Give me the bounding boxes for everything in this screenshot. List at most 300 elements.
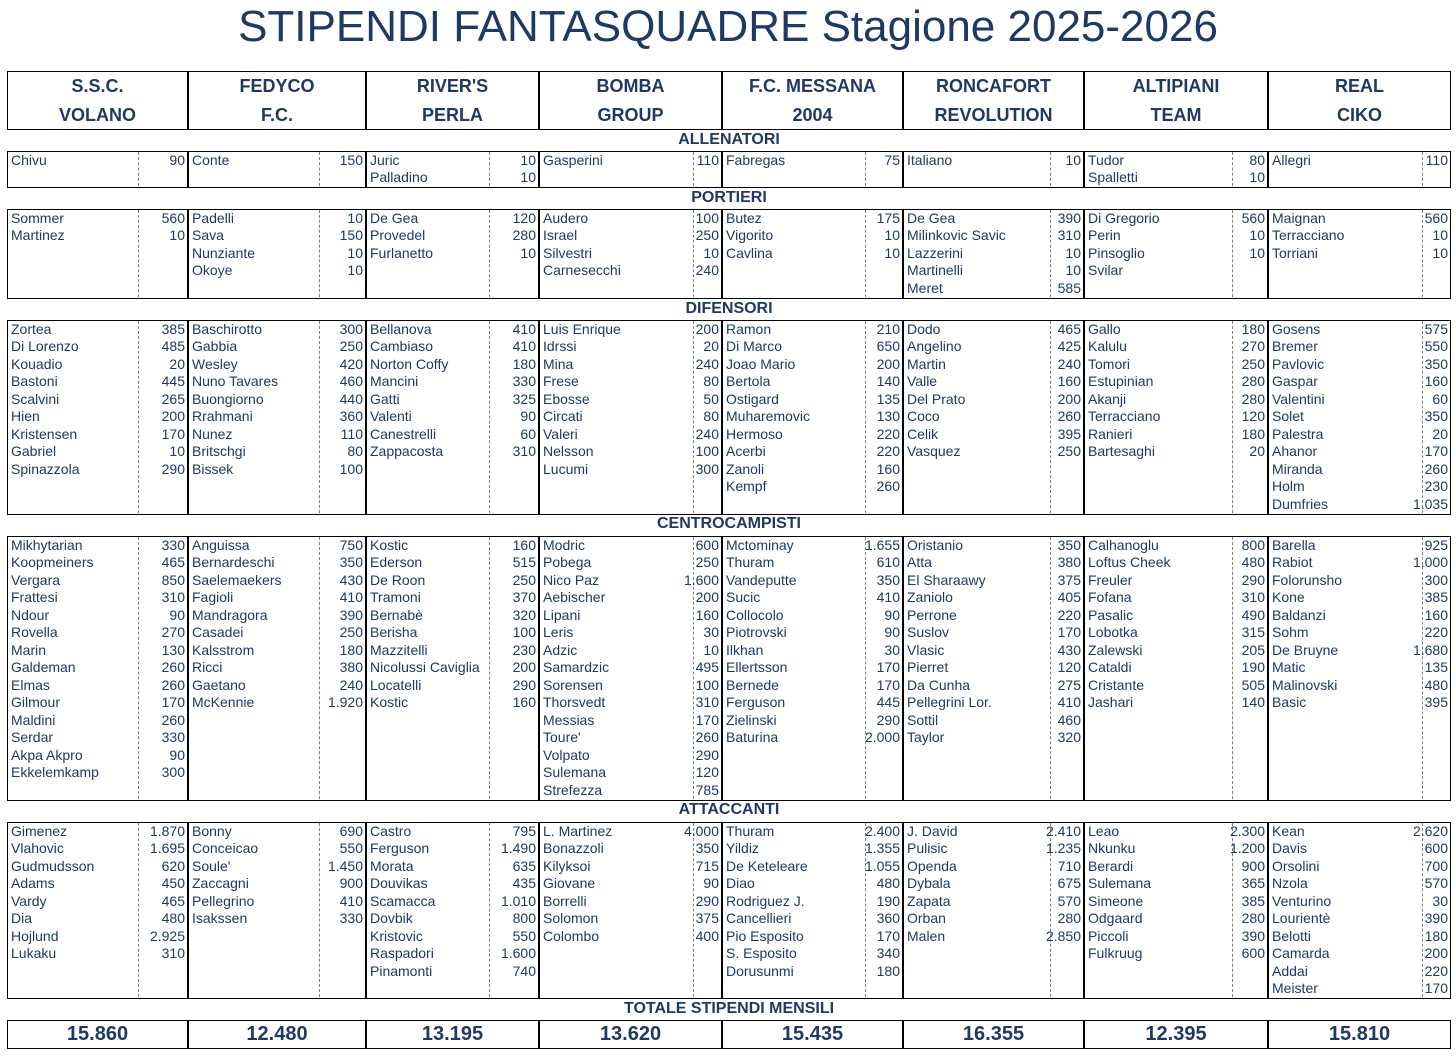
roster-block: [539, 822, 722, 999]
player-name: Torriani: [1272, 244, 1318, 261]
player-row: [1269, 928, 1450, 946]
player-row: [8, 694, 187, 712]
player-salary: 10: [1065, 151, 1081, 168]
player-row: [367, 245, 538, 263]
player-row: [1269, 152, 1450, 170]
player-salary: 180: [1424, 927, 1448, 944]
player-name: Solomon: [543, 910, 599, 926]
player-salary: 290: [512, 676, 536, 693]
player-name: Gabbia: [192, 338, 238, 354]
player-name: Butez: [726, 209, 762, 226]
team-header: [7, 71, 188, 130]
player-salary: 600: [1241, 945, 1265, 961]
player-row: [1085, 169, 1267, 187]
player-name: Galdeman: [11, 659, 76, 675]
player-row: [189, 572, 365, 590]
player-row: [904, 858, 1083, 876]
player-name: Modric: [543, 536, 586, 553]
player-name: Colombo: [543, 927, 600, 944]
roster-block: [366, 151, 539, 188]
player-row: [1085, 893, 1267, 911]
player-salary: 10: [884, 244, 900, 261]
player-name: Coco: [907, 408, 940, 424]
player-name: Idrssi: [543, 338, 577, 354]
player-row: [723, 858, 902, 876]
player-row: [367, 642, 538, 660]
player-name: Conte: [192, 151, 230, 168]
player-salary: 395: [1057, 425, 1081, 442]
player-row: [904, 712, 1083, 730]
player-name: De Bruyne: [1272, 641, 1339, 658]
player-salary: 400: [695, 927, 719, 944]
player-row: [8, 928, 187, 946]
player-name: Adzic: [543, 641, 578, 658]
player-row: [1085, 537, 1267, 555]
player-name: Vlasic: [907, 641, 945, 658]
player-name: Douvikas: [370, 875, 428, 891]
player-salary: 360: [876, 910, 900, 926]
roster-block: [366, 320, 539, 515]
player-row: [8, 945, 187, 963]
player-salary: 1.920: [327, 694, 363, 710]
player-salary: 690: [339, 822, 363, 839]
player-row: [540, 624, 721, 642]
player-name: Palestra: [1272, 425, 1324, 442]
player-salary: 1.490: [500, 840, 536, 856]
player-row: [8, 461, 187, 479]
player-name: Furlanetto: [370, 244, 434, 261]
player-row: [1269, 607, 1450, 625]
roster-block: [722, 320, 903, 515]
player-name: Mikhytarian: [11, 536, 83, 553]
player-row: [904, 928, 1083, 946]
player-salary: 90: [884, 624, 900, 640]
player-name: Kempf: [726, 478, 767, 494]
player-row: [1085, 554, 1267, 572]
player-salary: 350: [695, 840, 719, 856]
player-name: Bellanova: [370, 320, 432, 337]
player-row: [8, 554, 187, 572]
player-row: [540, 408, 721, 426]
player-salary: 280: [1057, 910, 1081, 926]
player-name: Lipani: [543, 606, 581, 623]
player-row: [8, 893, 187, 911]
roster-block: [366, 536, 539, 801]
player-row: [8, 373, 187, 391]
player-salary: 175: [876, 209, 900, 226]
player-row: [367, 893, 538, 911]
roster-block: [1268, 209, 1451, 299]
player-row: [8, 747, 187, 765]
player-salary: 250: [339, 338, 363, 354]
team-header: [539, 71, 722, 130]
section-title: CENTROCAMPISTI: [657, 515, 801, 532]
player-salary: 220: [1057, 606, 1081, 623]
player-row: [1085, 642, 1267, 660]
player-salary: 200: [512, 659, 536, 675]
player-salary: 2.850: [1045, 927, 1081, 944]
player-salary: 220: [876, 443, 900, 459]
player-row: [1269, 321, 1450, 339]
player-name: Akpa Akpro: [11, 746, 83, 763]
player-name: Simeone: [1088, 892, 1144, 909]
player-salary: 330: [339, 910, 363, 926]
player-row: [723, 607, 902, 625]
player-salary: 325: [512, 390, 536, 407]
player-salary: 410: [1057, 694, 1081, 710]
player-row: [1269, 659, 1450, 677]
player-name: Pasalic: [1088, 606, 1134, 623]
roster-block: [539, 320, 722, 515]
player-row: [1269, 461, 1450, 479]
player-row: [367, 910, 538, 928]
player-row: [723, 589, 902, 607]
player-salary: 420: [339, 355, 363, 372]
player-salary: 405: [1057, 589, 1081, 605]
player-row: [367, 537, 538, 555]
player-row: [1269, 963, 1450, 981]
player-name: Belotti: [1272, 927, 1311, 944]
player-row: [189, 426, 365, 444]
player-row: [367, 589, 538, 607]
player-row: [367, 572, 538, 590]
player-row: [904, 554, 1083, 572]
player-name: Chivu: [11, 151, 47, 168]
player-name: Circati: [543, 408, 583, 424]
player-name: Atta: [907, 554, 932, 570]
player-row: [189, 659, 365, 677]
player-name: Kouadio: [11, 355, 63, 372]
player-salary: 300: [339, 320, 363, 337]
player-row: [540, 426, 721, 444]
player-salary: 560: [161, 209, 185, 226]
player-salary: 850: [161, 571, 185, 588]
player-row: [540, 338, 721, 356]
player-salary: 280: [1241, 910, 1265, 926]
player-salary: 570: [1424, 875, 1448, 891]
player-row: [189, 245, 365, 263]
player-name: Maldini: [11, 711, 56, 728]
player-name: Tramoni: [370, 589, 421, 605]
player-salary: 10: [520, 151, 536, 168]
player-row: [540, 572, 721, 590]
player-name: Soule': [192, 857, 231, 874]
player-name: Perrone: [907, 606, 957, 623]
player-salary: 110: [696, 151, 719, 168]
player-salary: 230: [1424, 478, 1448, 494]
player-name: Frese: [543, 373, 579, 389]
player-name: Raspadori: [370, 945, 434, 961]
player-name: Ahanor: [1272, 443, 1318, 459]
player-name: Spinazzola: [11, 460, 80, 477]
player-name: Juric: [370, 151, 400, 168]
player-name: Tudor: [1088, 151, 1125, 168]
player-salary: 265: [161, 390, 185, 407]
player-name: Gallo: [1088, 320, 1121, 337]
player-row: [189, 408, 365, 426]
player-name: Angelino: [907, 338, 962, 354]
roster-block: [188, 151, 366, 188]
player-row: [1085, 152, 1267, 170]
roster-block: [7, 536, 188, 801]
player-salary: 160: [512, 694, 536, 710]
player-row: [1085, 443, 1267, 461]
player-name: Taylor: [907, 729, 945, 745]
player-row: [540, 373, 721, 391]
player-salary: 30: [1432, 892, 1448, 909]
player-salary: 350: [1057, 536, 1081, 553]
player-name: Sulemana: [543, 764, 607, 780]
player-row: [723, 391, 902, 409]
player-name: Maignan: [1272, 209, 1326, 226]
player-name: Vigorito: [726, 227, 774, 243]
player-salary: 620: [161, 857, 185, 874]
player-row: [723, 910, 902, 928]
player-name: De Keteleare: [726, 857, 808, 874]
player-name: De Gea: [370, 209, 419, 226]
player-row: [1085, 875, 1267, 893]
player-salary: 210: [876, 320, 900, 337]
player-salary: 390: [1057, 209, 1081, 226]
player-name: Milinkovic Savic: [907, 227, 1006, 243]
player-salary: 560: [1241, 209, 1265, 226]
player-salary: 10: [1065, 262, 1081, 278]
player-salary: 460: [1057, 711, 1081, 728]
player-salary: 170: [161, 694, 185, 710]
player-name: Kostic: [370, 536, 409, 553]
player-name: Solet: [1272, 408, 1304, 424]
player-salary: 300: [695, 460, 719, 477]
player-row: [8, 356, 187, 374]
player-row: [189, 858, 365, 876]
player-salary: 485: [161, 338, 185, 354]
player-name: De Roon: [370, 571, 426, 588]
player-salary: 310: [1057, 227, 1081, 243]
player-salary: 290: [695, 892, 719, 909]
player-name: Mazzitelli: [370, 641, 428, 658]
player-row: [367, 677, 538, 695]
player-row: [8, 227, 187, 245]
player-row: [904, 729, 1083, 747]
player-row: [904, 227, 1083, 245]
player-name: Bastoni: [11, 373, 58, 389]
player-row: [367, 408, 538, 426]
player-row: [1085, 391, 1267, 409]
player-salary: 350: [1424, 408, 1448, 424]
player-salary: 1.010: [500, 892, 536, 909]
player-row: [367, 659, 538, 677]
player-row: [723, 694, 902, 712]
player-name: Ranieri: [1088, 425, 1133, 442]
player-salary: 160: [695, 606, 719, 623]
player-row: [1269, 391, 1450, 409]
section-title: ATTACCANTI: [678, 801, 780, 818]
player-name: Pobega: [543, 554, 592, 570]
player-salary: 90: [169, 746, 185, 763]
player-name: Saelemaekers: [192, 571, 282, 588]
roster-block: [903, 151, 1084, 188]
player-salary: 280: [512, 227, 536, 243]
player-name: Vlahovic: [11, 840, 64, 856]
player-name: Gabriel: [11, 443, 57, 459]
player-salary: 1.055: [864, 857, 900, 874]
player-salary: 385: [1241, 892, 1265, 909]
player-name: Kostic: [370, 694, 409, 710]
player-name: Perin: [1088, 227, 1121, 243]
player-row: [1269, 496, 1450, 514]
player-name: McKennie: [192, 694, 255, 710]
player-row: [540, 840, 721, 858]
player-row: [367, 426, 538, 444]
team-total: 13.620: [539, 1020, 722, 1049]
player-salary: 2.410: [1045, 822, 1081, 839]
player-name: Kalulu: [1088, 338, 1127, 354]
player-salary: 310: [512, 443, 536, 459]
player-row: [189, 262, 365, 280]
roster-block: [1084, 209, 1268, 299]
player-row: [189, 589, 365, 607]
player-row: [367, 338, 538, 356]
player-name: Dodo: [907, 320, 941, 337]
player-salary: 795: [512, 822, 536, 839]
player-row: [367, 443, 538, 461]
player-salary: 310: [161, 945, 185, 961]
player-row: [189, 338, 365, 356]
player-name: Audero: [543, 209, 589, 226]
player-row: [723, 554, 902, 572]
player-salary: 190: [1241, 659, 1265, 675]
player-salary: 900: [1241, 857, 1265, 874]
player-row: [367, 169, 538, 187]
player-salary: 170: [876, 676, 900, 693]
player-salary: 410: [339, 892, 363, 909]
player-row: [189, 152, 365, 170]
player-row: [540, 391, 721, 409]
player-row: [723, 461, 902, 479]
player-name: Norton Coffy: [370, 355, 449, 372]
player-name: Mancini: [370, 373, 419, 389]
player-name: Sorensen: [543, 676, 603, 693]
player-row: [540, 928, 721, 946]
player-salary: 750: [339, 536, 363, 553]
player-row: [1269, 589, 1450, 607]
team-header: [188, 71, 366, 130]
player-row: [540, 677, 721, 695]
player-row: [540, 356, 721, 374]
player-name: Leao: [1088, 822, 1120, 839]
player-name: Miranda: [1272, 460, 1323, 477]
player-row: [1085, 262, 1267, 280]
player-row: [723, 928, 902, 946]
player-name: Bernede: [726, 676, 779, 693]
player-name: Elmas: [11, 676, 50, 693]
player-name: Ilkhan: [726, 641, 764, 658]
player-name: Nunez: [192, 425, 233, 442]
player-row: [1269, 677, 1450, 695]
player-row: [540, 461, 721, 479]
player-name: Piccoli: [1088, 927, 1129, 944]
player-salary: 385: [1424, 589, 1448, 605]
player-salary: 10: [1432, 227, 1448, 243]
player-salary: 1.235: [1045, 840, 1081, 856]
player-name: Thuram: [726, 822, 775, 839]
player-name: Camarda: [1272, 945, 1330, 961]
player-salary: 320: [1057, 729, 1081, 745]
player-name: De Gea: [907, 209, 956, 226]
player-name: Martinez: [11, 227, 65, 243]
player-name: Serdar: [11, 729, 54, 745]
player-row: [367, 945, 538, 963]
player-salary: 205: [1241, 641, 1265, 658]
player-salary: 200: [695, 320, 719, 337]
player-name: Baschirotto: [192, 320, 263, 337]
player-name: S. Esposito: [726, 945, 797, 961]
player-name: Di Gregorio: [1088, 209, 1160, 226]
player-salary: 75: [884, 151, 900, 168]
player-row: [540, 858, 721, 876]
player-salary: 310: [1241, 589, 1265, 605]
player-name: Lazzerini: [907, 244, 964, 261]
player-salary: 390: [1424, 910, 1448, 926]
player-row: [1269, 875, 1450, 893]
player-name: Pavlovic: [1272, 355, 1325, 372]
roster-block: [903, 209, 1084, 299]
player-row: [8, 537, 187, 555]
roster-block: [1268, 320, 1451, 515]
player-row: [1269, 554, 1450, 572]
player-salary: 315: [1241, 624, 1265, 640]
player-salary: 110: [1425, 151, 1448, 168]
player-salary: 250: [1057, 443, 1081, 459]
player-name: Muharemovic: [726, 408, 811, 424]
player-row: [904, 840, 1083, 858]
player-name: Matic: [1272, 659, 1306, 675]
player-name: Ebosse: [543, 390, 590, 407]
player-row: [189, 642, 365, 660]
player-row: [1269, 210, 1450, 228]
player-name: Yildiz: [726, 840, 759, 856]
player-salary: 330: [161, 729, 185, 745]
team-name-line: BOMBA: [596, 76, 665, 96]
player-row: [367, 963, 538, 981]
player-name: Di Lorenzo: [11, 338, 79, 354]
player-name: Zielinski: [726, 711, 777, 728]
player-row: [1269, 980, 1450, 998]
player-salary: 465: [1057, 320, 1081, 337]
player-row: [1085, 245, 1267, 263]
team-name-line: F.C.: [260, 105, 293, 125]
player-name: Del Prato: [907, 390, 966, 407]
player-name: Orsolini: [1272, 857, 1320, 874]
player-name: Nkunku: [1088, 840, 1136, 856]
player-name: Terracciano: [1088, 408, 1161, 424]
player-row: [8, 589, 187, 607]
team-name-line: PERLA: [421, 105, 483, 125]
team-name-line: REVOLUTION: [934, 105, 1053, 125]
player-salary: 320: [512, 606, 536, 623]
player-row: [1269, 245, 1450, 263]
roster-block: [1084, 822, 1268, 999]
player-name: Acerbi: [726, 443, 766, 459]
team-header: [722, 71, 903, 130]
player-name: L. Martinez: [543, 822, 613, 839]
player-name: Aebischer: [543, 589, 606, 605]
player-salary: 740: [512, 962, 536, 979]
player-salary: 445: [161, 373, 185, 389]
player-salary: 260: [161, 676, 185, 693]
player-row: [189, 321, 365, 339]
player-salary: 170: [695, 711, 719, 728]
